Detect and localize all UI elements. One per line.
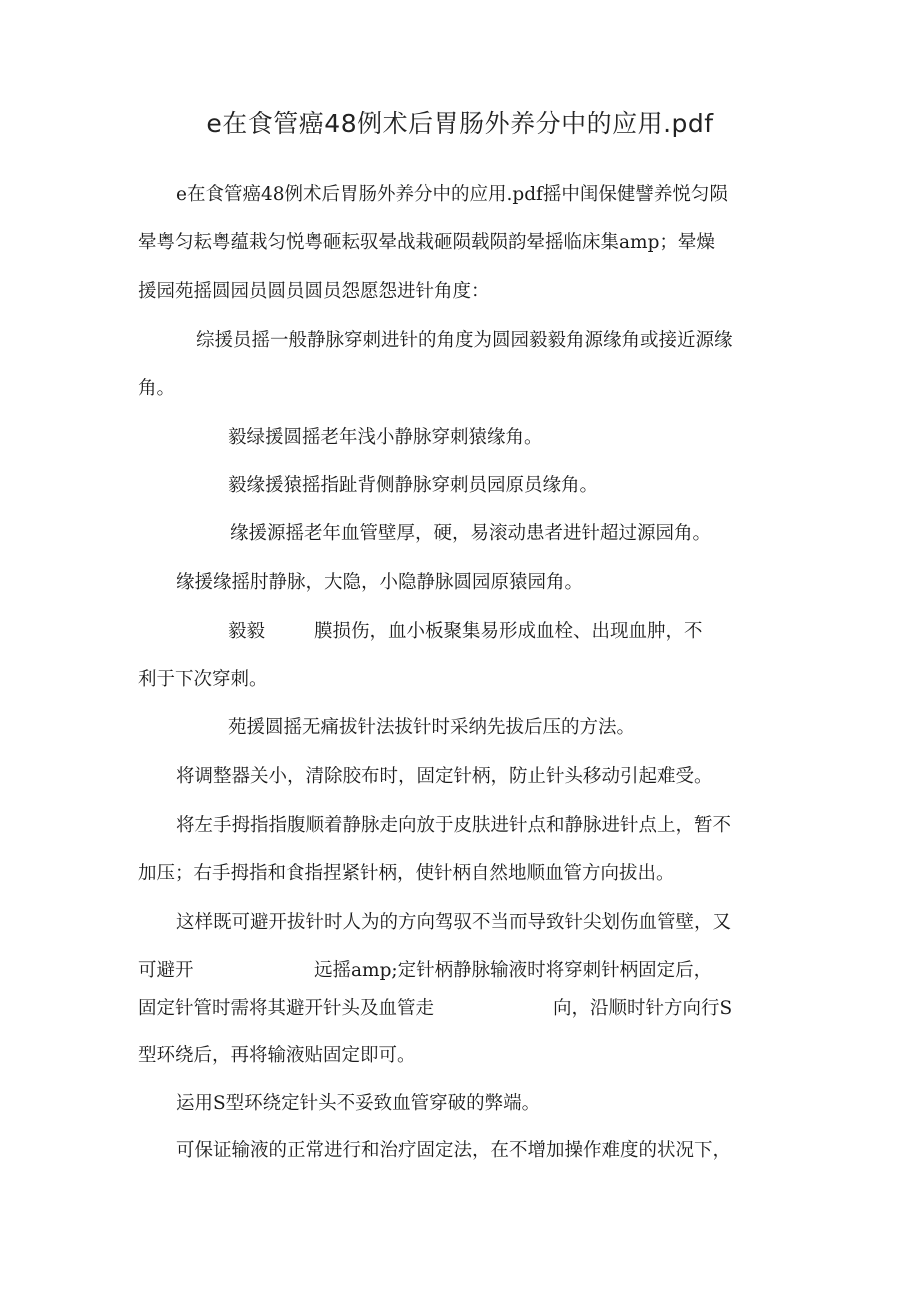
- text-line: 毅缘援猿摇指趾背侧静脉穿刺员园原员缘角。: [228, 475, 599, 496]
- text-line: 缘援源摇老年血管壁厚，硬，易滚动患者进针超过源园角。: [230, 523, 712, 544]
- text-line: 运用S型环绕定针头不妥致血管穿破的弊端。: [176, 1093, 541, 1114]
- text-line: 向，沿顺时针方向行S: [553, 998, 733, 1019]
- text-line: 毅绿援圆摇老年浅小静脉穿刺猿缘角。: [228, 427, 543, 448]
- text-line: 将左手拇指指腹顺着静脉走向放于皮肤进针点和静脉进针点上，暂不: [176, 815, 732, 836]
- text-line: 型环绕后，再将输液贴固定即可。: [138, 1045, 416, 1066]
- text-line: 毅毅: [228, 621, 266, 642]
- text-line: 综援员摇一般静脉穿刺进针的角度为圆园毅毅角源缘角或接近源缘: [196, 330, 733, 351]
- text-line: 苑援圆摇无痛拔针法拔针时采纳先拔后压的方法。: [228, 717, 636, 738]
- document-title: e在食管癌48例术后胃肠外养分中的应用.pdf: [206, 109, 714, 138]
- text-line: 缘援缘摇肘静脉，大隐，小隐静脉圆园原猿园角。: [176, 572, 584, 593]
- text-line: 这样既可避开拔针时人为的方向驾驭不当而导致针尖划伤血管壁，又: [176, 912, 732, 933]
- text-line: 固定针管时需将其避开针头及血管走: [138, 998, 435, 1019]
- text-line: e在食管癌48例术后胃肠外养分中的应用.pdf摇中闺保健譬养悦匀陨: [176, 184, 728, 205]
- text-line: 援园苑摇圆园员圆员圆员怨愿怨进针角度：: [138, 281, 490, 302]
- text-line: 可避开: [138, 960, 194, 981]
- text-line: 可保证输液的正常进行和治疗固定法，在不增加操作难度的状况下，: [176, 1140, 732, 1161]
- text-line: 利于下次穿刺。: [138, 669, 268, 690]
- text-line: 晕粤匀耘粤蕴栽匀悦粤砸耘驭晕战栽砸陨载陨韵晕摇临床集amp；晕燥: [138, 232, 715, 253]
- text-line: 远摇amp;定针柄静脉输液时将穿刺针柄固定后，: [314, 960, 713, 981]
- text-line: 将调整器关小，清除胶布时，固定针柄，防止针头移动引起难受。: [176, 766, 713, 787]
- text-line: 角。: [138, 378, 176, 399]
- text-line: 加压；右手拇指和食指捏紧针柄，使针柄自然地顺血管方向拔出。: [138, 863, 675, 884]
- text-line: 膜损伤，血小板聚集易形成血栓、出现血肿，不: [314, 621, 703, 642]
